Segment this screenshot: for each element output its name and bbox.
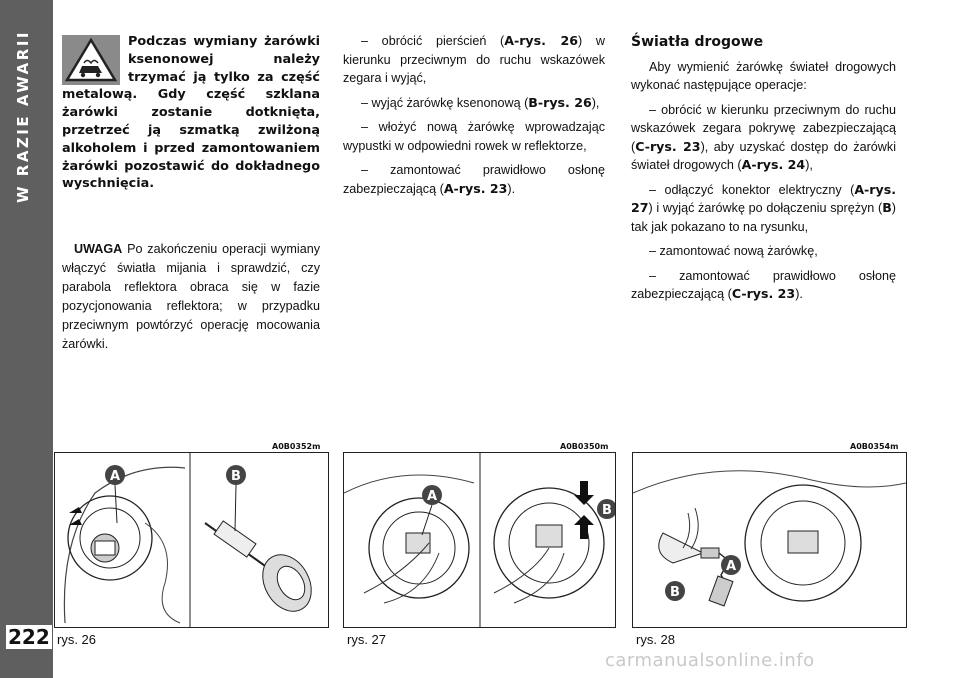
- warning-text: Podczas wymiany żarówki ksenonowej należy trzymać ją tylko za część metalową. Gdy część szklana żarówki zostanie dotknięta, przetrzeć ją szmatką zwilżoną alkoholem i przed zamontowaniem żarówki pozostawić do dokładnego wyschnięcia.: [62, 34, 320, 192]
- column-2: [343, 32, 605, 204]
- warning-car-icon: [62, 35, 120, 85]
- step: – obrócić pierścień (A-rys. 26) w kierunku przeciwnym do ruchu wskazówek zegara i wyjąć,: [343, 33, 605, 85]
- note-text: Po zakończeniu operacji wymiany włączyć światła mijania i sprawdzić, czy parabola reflektora obraca się w fazie pozycjonowania reflektora; w przypadku przeciwnym powtórzyć operację mocowania żarówki.: [62, 242, 321, 351]
- callout-a: A: [109, 469, 121, 484]
- figure-caption: rys. 26: [57, 632, 97, 647]
- note-block: [62, 240, 320, 354]
- step: – zamontować prawidłowo osłonę zabezpieczającą (A-rys. 23).: [343, 163, 605, 196]
- step: – włożyć nową żarówkę wprowadzając wypustki w odpowiedni rowek w reflektorze,: [343, 120, 605, 153]
- figure-code: A0B0352m: [272, 442, 321, 451]
- figure-ref: B-rys. 26: [528, 94, 592, 110]
- figure-caption: rys. 28: [636, 632, 676, 647]
- figure-caption: rys. 27: [347, 632, 387, 647]
- note-label: UWAGA: [74, 242, 123, 256]
- intro: Aby wymienić żarówkę świateł drogowych wykonać następujące operacje:: [631, 59, 896, 92]
- callout-a: A: [426, 489, 438, 504]
- callout-b: B: [602, 503, 612, 518]
- headlamp-connector-illustration: [344, 453, 615, 627]
- figure-code: A0B0350m: [560, 442, 609, 451]
- page-number: 222: [8, 625, 50, 649]
- figure-26: [54, 452, 329, 628]
- step: – zamontować prawidłowo osłonę zabezpieczającą (C-rys. 23).: [631, 268, 896, 301]
- callout-b: B: [231, 469, 241, 484]
- watermark: carmanualsonline.info: [605, 650, 815, 671]
- section-title: W RAZIE AWARII: [14, 30, 32, 203]
- figure-code: A0B0354m: [850, 442, 899, 451]
- step: – zamontować nową żarówkę,: [649, 244, 818, 258]
- figure-27: [343, 452, 616, 628]
- step: – obrócić w kierunku przeciwnym do ruchu wskazówek zegara pokrywę zabezpieczającą (C-rys. 23), aby uzyskać dostęp do żarówki świateł drogowych (A-rys. 24),: [631, 102, 896, 172]
- headlamp-xenon-illustration: [55, 453, 328, 627]
- high-beam-bulb-illustration: [633, 453, 906, 627]
- section-heading: Światła drogowe: [631, 34, 764, 50]
- sidebar: [0, 0, 53, 678]
- column-3: [631, 33, 896, 310]
- figure-ref: A-rys. 23: [443, 180, 508, 196]
- step: – odłączyć konektor elektryczny (A-rys. 27) i wyjąć żarówkę po dołączeniu sprężyn (B) tak jak pokazano to na rysunku,: [631, 181, 896, 234]
- figure-28: [632, 452, 907, 628]
- warning-block: [62, 33, 320, 193]
- figure-ref: A-rys. 26: [504, 33, 579, 48]
- callout-b: B: [670, 585, 680, 600]
- callout-a: A: [725, 559, 737, 574]
- step: – wyjąć żarówkę ksenonową (B-rys. 26),: [361, 94, 600, 110]
